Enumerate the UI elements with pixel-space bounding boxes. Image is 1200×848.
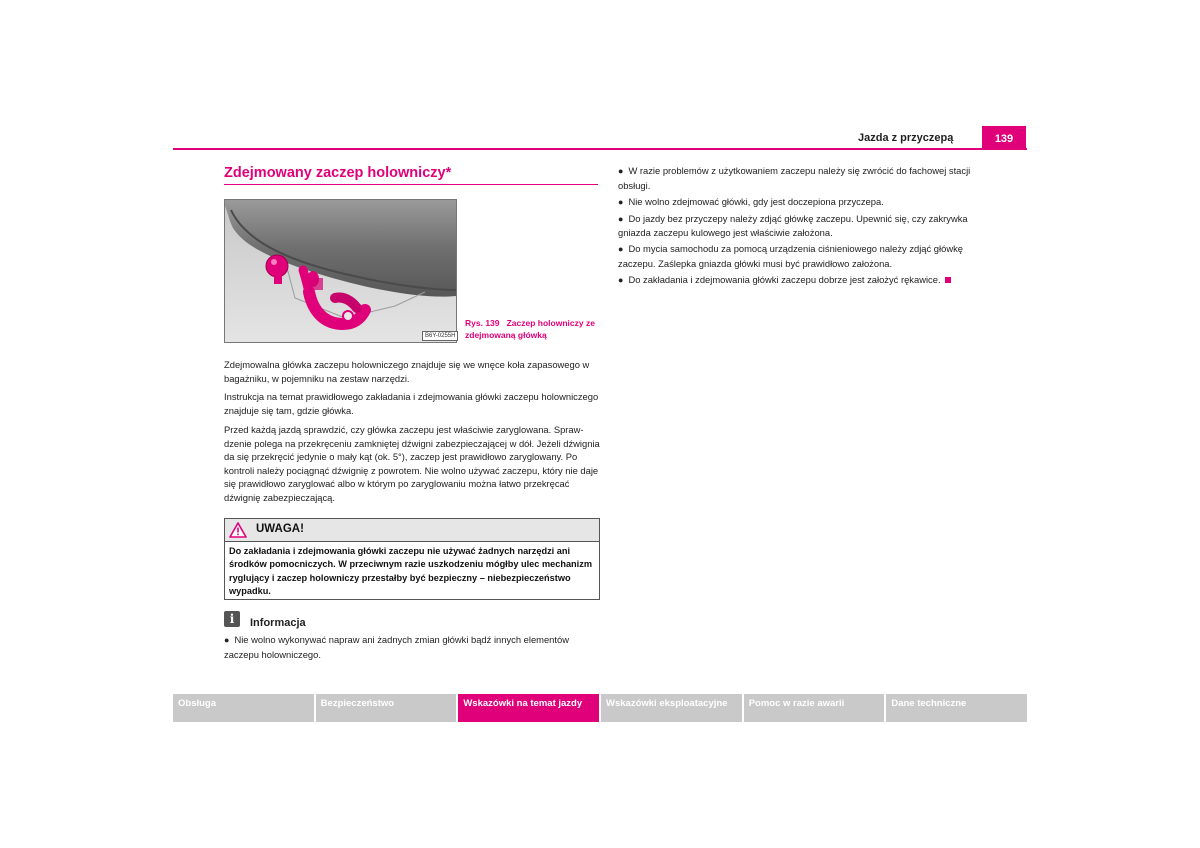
bullet-dot: ● <box>224 635 230 645</box>
bullet-dot: ● <box>618 244 624 255</box>
tab-wskazowki-eksploatacyjne[interactable]: Wskazówki eksploatacyjne <box>601 694 742 722</box>
list-item <box>618 273 998 288</box>
section-title-rule <box>224 184 598 185</box>
page-number: 139 <box>982 126 1026 148</box>
tab-obsluga[interactable]: Obsługa <box>173 694 314 722</box>
paragraph-check: Przed każdą jazdą sprawdzić, czy główka zaczepu jest właściwie zaryglowana. Sprawdzenie polega na przekręceniu zamkniętej dźwigni zabezpieczającej w dół. Jeżeli dźwignia da się przekręcić jedynie o mały kąt (ok. 5°), zaczep jest prawidłowo zaryglowany. Po kontroli należy pociągnąć dźwignię z powrotem. Nie wolno używać zaczepu, który nie daje się prawidłowo zaryglować albo w którym po zaryglowaniu można łatwo przekręcać dźwignię zabezpieczającą. <box>224 424 600 503</box>
bullet-dot: ● <box>618 275 624 286</box>
tab-pomoc[interactable]: Pomoc w razie awarii <box>744 694 885 722</box>
info-title: Informacja <box>250 617 306 629</box>
list-item-text: Do jazdy bez przyczepy należy zdjąć główkę zaczepu. Upewnić się, czy zakrywka gniazda zaczepu kulowego jest właściwie założona. <box>618 212 968 239</box>
paragraph-instructions: Instrukcja na temat prawidłowego zakładania i zdejmowania główki zaczepu holowniczego znajduje się tam, gdzie główka. <box>224 391 599 416</box>
warning-box <box>224 518 600 600</box>
paragraph-location: Zdejmowalna główka zaczepu holowniczego znajduje się we wnęce koła zapasowego w bagażniku, w pojemniku na zestaw narzędzi. <box>224 359 590 384</box>
list-item <box>618 164 998 192</box>
figure-code: B6Y-0255H <box>422 331 458 341</box>
warning-triangle-icon <box>229 522 247 538</box>
header-rule <box>173 148 1027 150</box>
bullet-dot: ● <box>618 196 624 207</box>
right-column-bullets <box>618 164 998 290</box>
list-item-text: Do zakładania i zdejmowania główki zaczepu dobrze jest założyć rękawice. <box>628 274 941 286</box>
figure-caption-text: Zaczep holowniczy ze zdejmowaną główką <box>465 318 595 340</box>
chapter-tabs <box>173 694 1027 722</box>
info-bullet <box>224 633 600 661</box>
list-item-text: W razie problemów z użytkowaniem zaczepu należy się zwrócić do fachowej stacji obsługi. <box>618 165 971 191</box>
info-icon: i <box>224 611 240 627</box>
warning-title: UWAGA! <box>256 523 304 535</box>
section-end-marker <box>945 277 951 283</box>
tab-dane-techniczne[interactable]: Dane techniczne <box>886 694 1027 722</box>
list-item-text: Do mycia samochodu za pomocą urządzenia ciśnieniowego należy zdjąć główkę zaczepu. Zaślepka gniazda główki musi być prawidłowo założona. <box>618 243 963 270</box>
bullet-dot: ● <box>618 166 624 176</box>
tab-wskazowki-jazdy[interactable]: Wskazówki na temat jazdy <box>458 694 599 722</box>
list-item <box>618 195 998 210</box>
bullet-dot: ● <box>618 213 624 224</box>
tab-bezpieczenstwo[interactable]: Bezpieczeństwo <box>316 694 457 722</box>
list-item <box>618 242 998 270</box>
list-item <box>618 212 998 240</box>
section-title: Zdejmowany zaczep holowniczy* <box>224 165 452 181</box>
list-item-text: Nie wolno zdejmować główki, gdy jest doczepiona przyczepa. <box>628 195 884 207</box>
warning-text: Do zakładania i zdejmowania główki zaczepu nie używać żadnych narzędzi ani środków pomocniczych. W przeciwnym razie uszkodzeniu mógłby ulec mechanizm ryglujący i zaczep holowniczy przestałby być bezpieczny – niebezpieczeństwo wypadku. <box>229 546 592 596</box>
figure-caption <box>465 318 605 341</box>
running-header-title: Jazda z przyczepą <box>858 132 954 144</box>
info-bullet-text: Nie wolno wykonywać napraw ani żadnych zmian główki bądź innych elementów zaczepu holowniczego. <box>224 634 569 660</box>
tow-hitch-illustration <box>224 199 457 343</box>
warning-header <box>225 519 599 542</box>
figure-caption-number: Rys. 139 <box>465 318 500 328</box>
